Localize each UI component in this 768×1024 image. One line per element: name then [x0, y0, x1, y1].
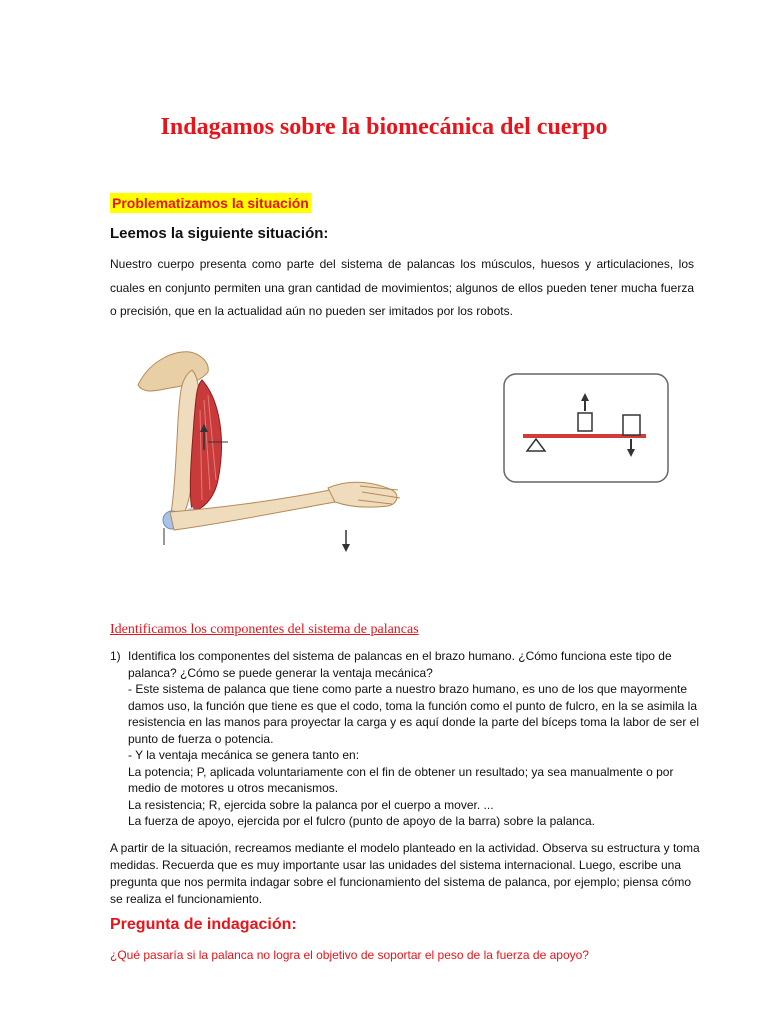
- list-item: - Y la ventaja mecánica se genera tanto en:: [128, 748, 360, 762]
- section-heading: Identificamos los componentes del sistema de palancas: [110, 622, 419, 637]
- question-list: [110, 648, 700, 830]
- list-item: La potencia; P, aplicada voluntariamente con el fin de obtener un resultado; ya sea manualmente o por medio de motores u otros mecanismos.: [128, 764, 674, 795]
- page-title: Indagamos sobre la biomecánica del cuerpo: [160, 114, 608, 140]
- list-item: La fuerza de apoyo, ejercida por el fulcro (punto de apoyo de la barra) sobre la palanca.: [128, 814, 595, 828]
- paragraph-2: A partir de la situación, recreamos mediante el modelo planteado en la actividad. Observa su estructura y toma medidas. Recuerda que es muy importante usar las unidades del sistema internacional. Luego, escribe una pregunta que nos permita indagar sobre el funcionamiento del sistema de palanca, por ejemplo; piensa cómo se realiza el funcionamiento.: [110, 841, 700, 906]
- list-item: La resistencia; R, ejercida sobre la palanca por el cuerpo a mover. ...: [128, 797, 494, 812]
- lever-diagram: [503, 373, 669, 483]
- list-item: Identifica los componentes del sistema de palancas en el brazo humano. ¿Cómo funciona este tipo de palanca? ¿Cómo se puede generar la ventaja mecánica?: [128, 649, 672, 680]
- arm-lever-illustration: [130, 340, 410, 560]
- list-item: - Este sistema de palanca que tiene como parte a nuestro brazo humano, es uno de los que mayormente damos uso, la función que tiene es que el codo, toma la función como el punto de fulcro, en la se asimila la resistencia en las manos para proyectar la carga y es aquí donde la parte del bíceps toma la labor de ser el punto de fuerza o potencia.: [128, 682, 699, 746]
- subheading: Leemos la siguiente situación:: [110, 225, 329, 242]
- question-heading: Pregunta de indagación:: [110, 916, 297, 933]
- highlight-heading: Problematizamos la situación: [112, 195, 309, 211]
- question-text: ¿Qué pasaría si la palanca no logra el objetivo de soportar el peso de la fuerza de apoyo?: [110, 948, 589, 962]
- intro-paragraph: Nuestro cuerpo presenta como parte del sistema de palancas los músculos, huesos y articulaciones, los cuales en conjunto permiten una gran cantidad de movimientos; algunos de ellos pueden tener mucha fuerza o precisión, que en la actualidad aún no pueden ser imitados por los robots.: [110, 257, 694, 318]
- list-number: 1): [110, 649, 121, 663]
